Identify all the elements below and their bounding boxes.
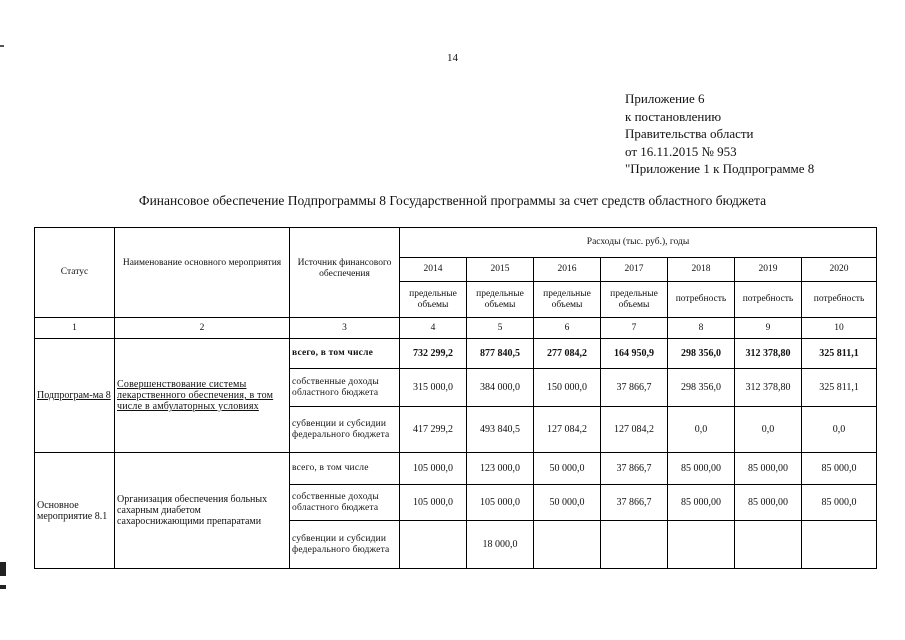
header-kind: предельные объемы <box>534 282 601 318</box>
row-source: субвенции и субсидии федерального бюджета <box>290 521 400 569</box>
value-cell: 312 378,80 <box>735 339 802 369</box>
value-cell <box>802 521 877 569</box>
value-cell: 0,0 <box>735 407 802 453</box>
value-cell: 37 866,7 <box>601 453 668 485</box>
value-cell: 417 299,2 <box>400 407 467 453</box>
value-cell: 50 000,0 <box>534 453 601 485</box>
value-cell: 85 000,00 <box>668 485 735 521</box>
row-source: всего, в том числе <box>290 453 400 485</box>
group-status: Подпрограм-ма 8 <box>35 339 115 453</box>
value-cell: 85 000,00 <box>735 453 802 485</box>
document-title: Финансовое обеспечение Подпрограммы 8 Государственной программы за счет средств областного бюджета <box>138 193 767 208</box>
appendix-block <box>625 90 814 178</box>
header-source: Источник финансового обеспечения <box>290 228 400 318</box>
group-name: Совершенствование системы лекарственного обеспечения, в том числе в амбулаторных условиях <box>115 339 290 453</box>
header-name: Наименование основного мероприятия <box>115 228 290 318</box>
value-cell: 37 866,7 <box>601 369 668 407</box>
row-source: собственные доходы областного бюджета <box>290 485 400 521</box>
value-cell: 732 299,2 <box>400 339 467 369</box>
value-cell <box>735 521 802 569</box>
value-cell: 37 866,7 <box>601 485 668 521</box>
value-cell: 164 950,9 <box>601 339 668 369</box>
column-number: 10 <box>802 318 877 339</box>
value-cell <box>534 521 601 569</box>
header-year: 2020 <box>802 258 877 282</box>
column-number: 6 <box>534 318 601 339</box>
value-cell <box>601 521 668 569</box>
value-cell: 493 840,5 <box>467 407 534 453</box>
column-number: 1 <box>35 318 115 339</box>
header-status: Статус <box>35 228 115 318</box>
appendix-line: Правительства области <box>625 126 754 141</box>
column-number: 2 <box>115 318 290 339</box>
value-cell: 298 356,0 <box>668 369 735 407</box>
header-expenses: Расходы (тыс. руб.), годы <box>400 228 877 258</box>
value-cell: 150 000,0 <box>534 369 601 407</box>
value-cell: 85 000,00 <box>668 453 735 485</box>
value-cell: 18 000,0 <box>467 521 534 569</box>
value-cell: 0,0 <box>802 407 877 453</box>
value-cell: 105 000,0 <box>467 485 534 521</box>
value-cell: 325 811,1 <box>802 369 877 407</box>
value-cell: 312 378,80 <box>735 369 802 407</box>
page-number: 14 <box>447 52 458 64</box>
value-cell: 105 000,0 <box>400 485 467 521</box>
value-cell: 105 000,0 <box>400 453 467 485</box>
value-cell: 85 000,00 <box>735 485 802 521</box>
value-cell: 127 084,2 <box>534 407 601 453</box>
header-year: 2019 <box>735 258 802 282</box>
appendix-line: от 16.11.2015 № 953 <box>625 143 737 159</box>
group-name: Организация обеспечения больных сахарным диабетом сахароснижающими препаратами <box>115 453 290 569</box>
column-number: 7 <box>601 318 668 339</box>
appendix-line: "Приложение 1 к Подпрограмме 8 <box>625 161 815 176</box>
value-cell: 85 000,0 <box>802 453 877 485</box>
value-cell: 0,0 <box>668 407 735 453</box>
header-kind: предельные объемы <box>467 282 534 318</box>
value-cell: 127 084,2 <box>601 407 668 453</box>
scan-edge-mark <box>0 562 6 576</box>
value-cell: 50 000,0 <box>534 485 601 521</box>
row-source: собственные доходы областного бюджета <box>290 369 400 407</box>
appendix-line: Приложение 6 <box>625 91 705 106</box>
value-cell: 298 356,0 <box>668 339 735 369</box>
value-cell: 315 000,0 <box>400 369 467 407</box>
header-year: 2015 <box>467 258 534 282</box>
header-year: 2014 <box>400 258 467 282</box>
column-number: 3 <box>290 318 400 339</box>
financing-table <box>34 227 877 569</box>
value-cell <box>400 521 467 569</box>
scan-margin-mark <box>0 45 4 47</box>
group-status: Основное мероприятие 8.1 <box>35 453 115 569</box>
value-cell: 277 084,2 <box>534 339 601 369</box>
row-source: всего, в том числе <box>290 339 400 369</box>
header-year: 2016 <box>534 258 601 282</box>
column-number: 8 <box>668 318 735 339</box>
value-cell: 384 000,0 <box>467 369 534 407</box>
value-cell: 123 000,0 <box>467 453 534 485</box>
header-kind: предельные объемы <box>601 282 668 318</box>
header-kind: потребность <box>802 282 877 318</box>
header-year: 2018 <box>668 258 735 282</box>
header-year: 2017 <box>601 258 668 282</box>
value-cell: 85 000,0 <box>802 485 877 521</box>
header-kind: предельные объемы <box>400 282 467 318</box>
value-cell <box>668 521 735 569</box>
appendix-line: к постановлению <box>625 108 722 124</box>
header-kind: потребность <box>668 282 735 318</box>
scan-edge-mark <box>0 585 6 589</box>
column-number: 9 <box>735 318 802 339</box>
row-source: субвенции и субсидии федерального бюджета <box>290 407 400 453</box>
value-cell: 877 840,5 <box>467 339 534 369</box>
column-number: 5 <box>467 318 534 339</box>
column-number: 4 <box>400 318 467 339</box>
header-kind: потребность <box>735 282 802 318</box>
value-cell: 325 811,1 <box>802 339 877 369</box>
